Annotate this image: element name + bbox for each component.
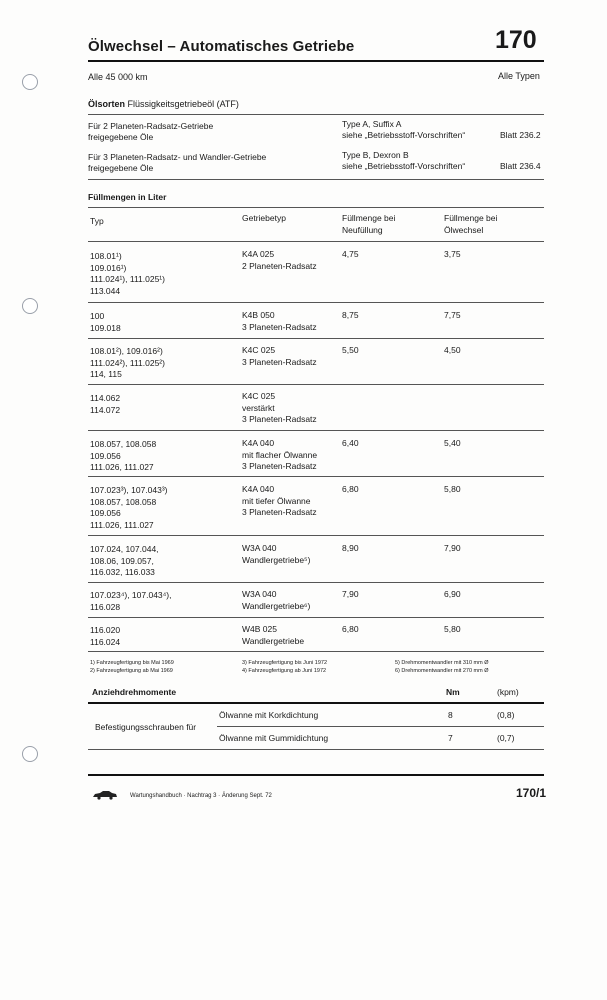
- oil-row-2-sheet: Blatt 236.4: [500, 161, 541, 171]
- row-8-neu: 7,90: [342, 589, 359, 599]
- torque-item-label: Befestigungsschrauben für: [95, 722, 197, 732]
- row-9-typ: [90, 625, 120, 648]
- row-3-rule: [88, 384, 544, 385]
- oil-row-1-left-line-2: freigegebene Öle: [88, 132, 154, 142]
- footnotes-col-3: [395, 659, 489, 675]
- torque-row-1-nm: 8: [448, 710, 453, 720]
- row-3-wechsel: 4,50: [444, 345, 461, 355]
- row-7-neu: 8,90: [342, 543, 359, 553]
- col-header-getriebetyp: Getriebetyp: [242, 213, 286, 223]
- row-3-getriebe-line: 3 Planeten-Radsatz: [242, 356, 317, 367]
- row-8-rule: [88, 617, 544, 618]
- applies-to-label: Alle Typen: [498, 71, 540, 81]
- fill-table-top-rule: [88, 207, 544, 208]
- row-7-wechsel: 7,90: [444, 543, 461, 553]
- row-1-getriebe: [242, 249, 317, 272]
- row-9-typ-line: 116.024: [90, 636, 121, 647]
- torque-row-2-label: Ölwanne mit Gummidichtung: [219, 733, 329, 743]
- row-3-getriebe: [242, 345, 317, 368]
- row-1-neu: 4,75: [342, 249, 359, 259]
- row-5-typ-line: 111.026, 111.027: [90, 462, 154, 472]
- col-header-oelwechsel-line-2: Ölwechsel: [444, 224, 484, 235]
- binder-hole-middle: [22, 298, 38, 314]
- row-3-typ-line: 108.01²), 109.016²): [90, 346, 163, 356]
- oil-row-1-right-line-2: siehe „Betriebsstoff-Vorschriften“: [342, 130, 466, 140]
- torque-unit-kpm: (kpm): [497, 687, 519, 697]
- row-4-rule: [88, 430, 544, 431]
- row-3-typ: [90, 346, 165, 381]
- oil-row-2-left: [88, 152, 266, 174]
- row-7-getriebe-line: Wandlergetriebe⁵): [242, 554, 311, 565]
- row-8-getriebe-line: W3A 040: [242, 589, 277, 599]
- row-3-typ-line: 114, 115: [90, 369, 122, 379]
- row-7-typ-line: 107.024, 107.044,: [90, 544, 159, 554]
- page-number: 170: [495, 26, 537, 54]
- row-2-wechsel: 7,75: [444, 310, 461, 320]
- row-8-typ-line: 107.023⁴), 107.043⁴),: [90, 590, 172, 600]
- row-4-typ-line: 114.072: [90, 404, 121, 415]
- binder-hole-bottom: [22, 746, 38, 762]
- fill-table-bottom-rule: [88, 651, 544, 652]
- footnote-4: 4) Fahrzeugfertigung ab Juni 1972: [242, 668, 327, 674]
- row-4-getriebe-line: 3 Planeten-Radsatz: [242, 414, 317, 424]
- oil-row-2-left-line-1: Für 3 Planeten-Radsatz- und Wandler-Getriebe: [88, 152, 267, 162]
- row-9-wechsel: 5,80: [444, 624, 461, 634]
- row-1-getriebe-line: 2 Planeten-Radsatz: [242, 260, 317, 271]
- footnote-1: 1) Fahrzeugfertigung bis Mai 1969: [90, 660, 174, 666]
- oil-types-label: Ölsorten: [88, 99, 126, 109]
- row-7-getriebe: [242, 543, 310, 566]
- torque-row-2-kpm: (0,7): [497, 733, 515, 743]
- row-2-getriebe-line: K4B 050: [242, 310, 275, 320]
- col-header-neufuellung: [342, 213, 395, 236]
- row-8-getriebe-line: Wandlergetriebe⁶): [242, 600, 311, 611]
- row-5-getriebe-line: K4A 040: [242, 438, 275, 448]
- binder-hole-top: [22, 74, 38, 90]
- torque-bottom-rule: [88, 749, 544, 750]
- row-9-typ-line: 116.020: [90, 625, 121, 635]
- row-3-neu: 5,50: [342, 345, 359, 355]
- row-6-typ: [90, 485, 168, 531]
- footnotes-col-1: [90, 659, 174, 675]
- row-2-getriebe: [242, 310, 317, 333]
- col-header-typ: Typ: [90, 216, 104, 226]
- col-header-oelwechsel-line-1: Füllmenge bei: [444, 213, 498, 223]
- row-6-typ-line: 107.023³), 107.043³): [90, 485, 168, 495]
- row-1-rule: [88, 302, 544, 303]
- row-6-rule: [88, 535, 544, 536]
- row-5-getriebe-line: 3 Planeten-Radsatz: [242, 461, 317, 471]
- oil-row-1-right: [342, 119, 465, 141]
- row-9-getriebe-line: W4B 025: [242, 624, 277, 634]
- oil-row-2-right-line-1: Type B, Dexron B: [342, 150, 409, 160]
- oil-row-2-right: [342, 150, 465, 172]
- torque-middle-rule: [217, 726, 544, 727]
- row-9-getriebe-line: Wandlergetriebe: [242, 635, 305, 646]
- row-8-typ: [90, 590, 172, 613]
- oil-section-end-rule: [88, 179, 544, 180]
- row-1-typ-line: 111.024¹), 111.025¹): [90, 274, 165, 284]
- oil-row-1-left-line-1: Für 2 Planeten-Radsatz-Getriebe: [88, 121, 214, 131]
- footnote-5: 5) Drehmomentwandler mit 310 mm Ø: [395, 660, 489, 666]
- oil-row-1-sheet: Blatt 236.2: [500, 130, 541, 140]
- oil-row-2-left-line-2: freigegebene Öle: [88, 163, 154, 173]
- row-5-typ-line: 108.057, 108.058: [90, 439, 157, 449]
- footnotes-col-2: [242, 659, 327, 675]
- row-4-getriebe-line: K4C 025: [242, 391, 276, 401]
- oil-types-value: Flüssigkeitsgetriebeöl (ATF): [127, 99, 239, 109]
- footnote-6: 6) Drehmomentwandler mit 270 mm Ø: [395, 668, 489, 674]
- header-rule: [88, 60, 544, 62]
- row-6-getriebe-line: 3 Planeten-Radsatz: [242, 507, 317, 517]
- row-2-rule: [88, 338, 544, 339]
- row-6-typ-line: 109.056: [90, 508, 121, 518]
- row-5-getriebe-line: mit flacher Ölwanne: [242, 449, 318, 460]
- row-9-neu: 6,80: [342, 624, 359, 634]
- oil-types-line: [88, 99, 239, 111]
- footer-page-number: 170/1: [516, 786, 547, 800]
- row-9-getriebe: [242, 624, 304, 647]
- row-1-typ-line: 108.01¹): [90, 251, 122, 261]
- row-2-typ: [90, 311, 121, 334]
- row-4-getriebe-line: verstärkt: [242, 402, 275, 413]
- row-1-typ-line: 113.044: [90, 285, 121, 296]
- torque-header-rule: [88, 702, 544, 704]
- row-7-typ: [90, 544, 159, 579]
- torque-row-1-kpm: (0,8): [497, 710, 515, 720]
- car-icon: [92, 790, 118, 800]
- row-2-neu: 8,75: [342, 310, 359, 320]
- footer-text: Wartungshandbuch · Nachtrag 3 · Änderung Sept. 72: [130, 793, 272, 799]
- torque-title: Anziehdrehmomente: [92, 687, 177, 697]
- row-3-typ-line: 111.024²), 111.025²): [90, 357, 165, 368]
- col-header-neufuellung-line-1: Füllmenge bei: [342, 213, 396, 223]
- row-6-wechsel: 5,80: [444, 484, 461, 494]
- row-2-getriebe-line: 3 Planeten-Radsatz: [242, 321, 317, 332]
- row-1-typ-line: 109.016¹): [90, 262, 127, 273]
- row-8-wechsel: 6,90: [444, 589, 461, 599]
- row-7-rule: [88, 582, 544, 583]
- torque-row-2-nm: 7: [448, 733, 453, 743]
- row-8-typ-line: 116.028: [90, 601, 121, 612]
- row-2-typ-line: 100: [90, 311, 105, 321]
- footnote-3: 3) Fahrzeugfertigung bis Juni 1972: [242, 660, 327, 666]
- fill-table-title: Füllmengen in Liter: [88, 192, 167, 202]
- row-5-typ-line: 109.056: [90, 450, 121, 461]
- row-7-getriebe-line: W3A 040: [242, 543, 277, 553]
- oil-row-1-right-line-1: Type A, Suffix A: [342, 119, 402, 129]
- row-3-getriebe-line: K4C 025: [242, 345, 276, 355]
- row-8-getriebe: [242, 589, 310, 612]
- fill-table-header-rule: [88, 241, 544, 242]
- row-1-getriebe-line: K4A 025: [242, 249, 275, 259]
- page-title: Ölwechsel – Automatisches Getriebe: [88, 38, 355, 55]
- row-6-getriebe-line: K4A 040: [242, 484, 275, 494]
- interval-label: Alle 45 000 km: [88, 72, 148, 82]
- footer-rule: [88, 774, 544, 776]
- row-4-getriebe: [242, 391, 317, 426]
- oil-row-1-left: [88, 121, 213, 143]
- col-header-neufuellung-line-2: Neufüllung: [342, 224, 383, 235]
- row-5-neu: 6,40: [342, 438, 359, 448]
- row-1-wechsel: 3,75: [444, 249, 461, 259]
- row-4-typ: [90, 393, 120, 416]
- row-5-getriebe: [242, 438, 317, 473]
- torque-row-1-label: Ölwanne mit Korkdichtung: [219, 710, 319, 720]
- row-6-getriebe-line: mit tiefer Ölwanne: [242, 495, 311, 506]
- row-1-typ: [90, 251, 165, 297]
- row-6-typ-line: 108.057, 108.058: [90, 496, 157, 507]
- row-4-typ-line: 114.062: [90, 393, 121, 403]
- footnote-2: 2) Fahrzeugfertigung ab Mai 1969: [90, 668, 173, 674]
- oil-types-rule: [88, 114, 544, 115]
- row-6-getriebe: [242, 484, 317, 519]
- torque-unit-nm: Nm: [446, 687, 460, 697]
- row-6-typ-line: 111.026, 111.027: [90, 519, 154, 530]
- row-7-typ-line: 108.06, 109.057,: [90, 555, 154, 566]
- col-header-oelwechsel: [444, 213, 497, 236]
- row-5-typ: [90, 439, 156, 474]
- row-5-rule: [88, 476, 544, 477]
- row-2-typ-line: 109.018: [90, 322, 121, 333]
- oil-row-2-right-line-2: siehe „Betriebsstoff-Vorschriften“: [342, 161, 466, 171]
- row-5-wechsel: 5,40: [444, 438, 461, 448]
- row-7-typ-line: 116.032, 116.033: [90, 567, 155, 577]
- row-6-neu: 6,80: [342, 484, 359, 494]
